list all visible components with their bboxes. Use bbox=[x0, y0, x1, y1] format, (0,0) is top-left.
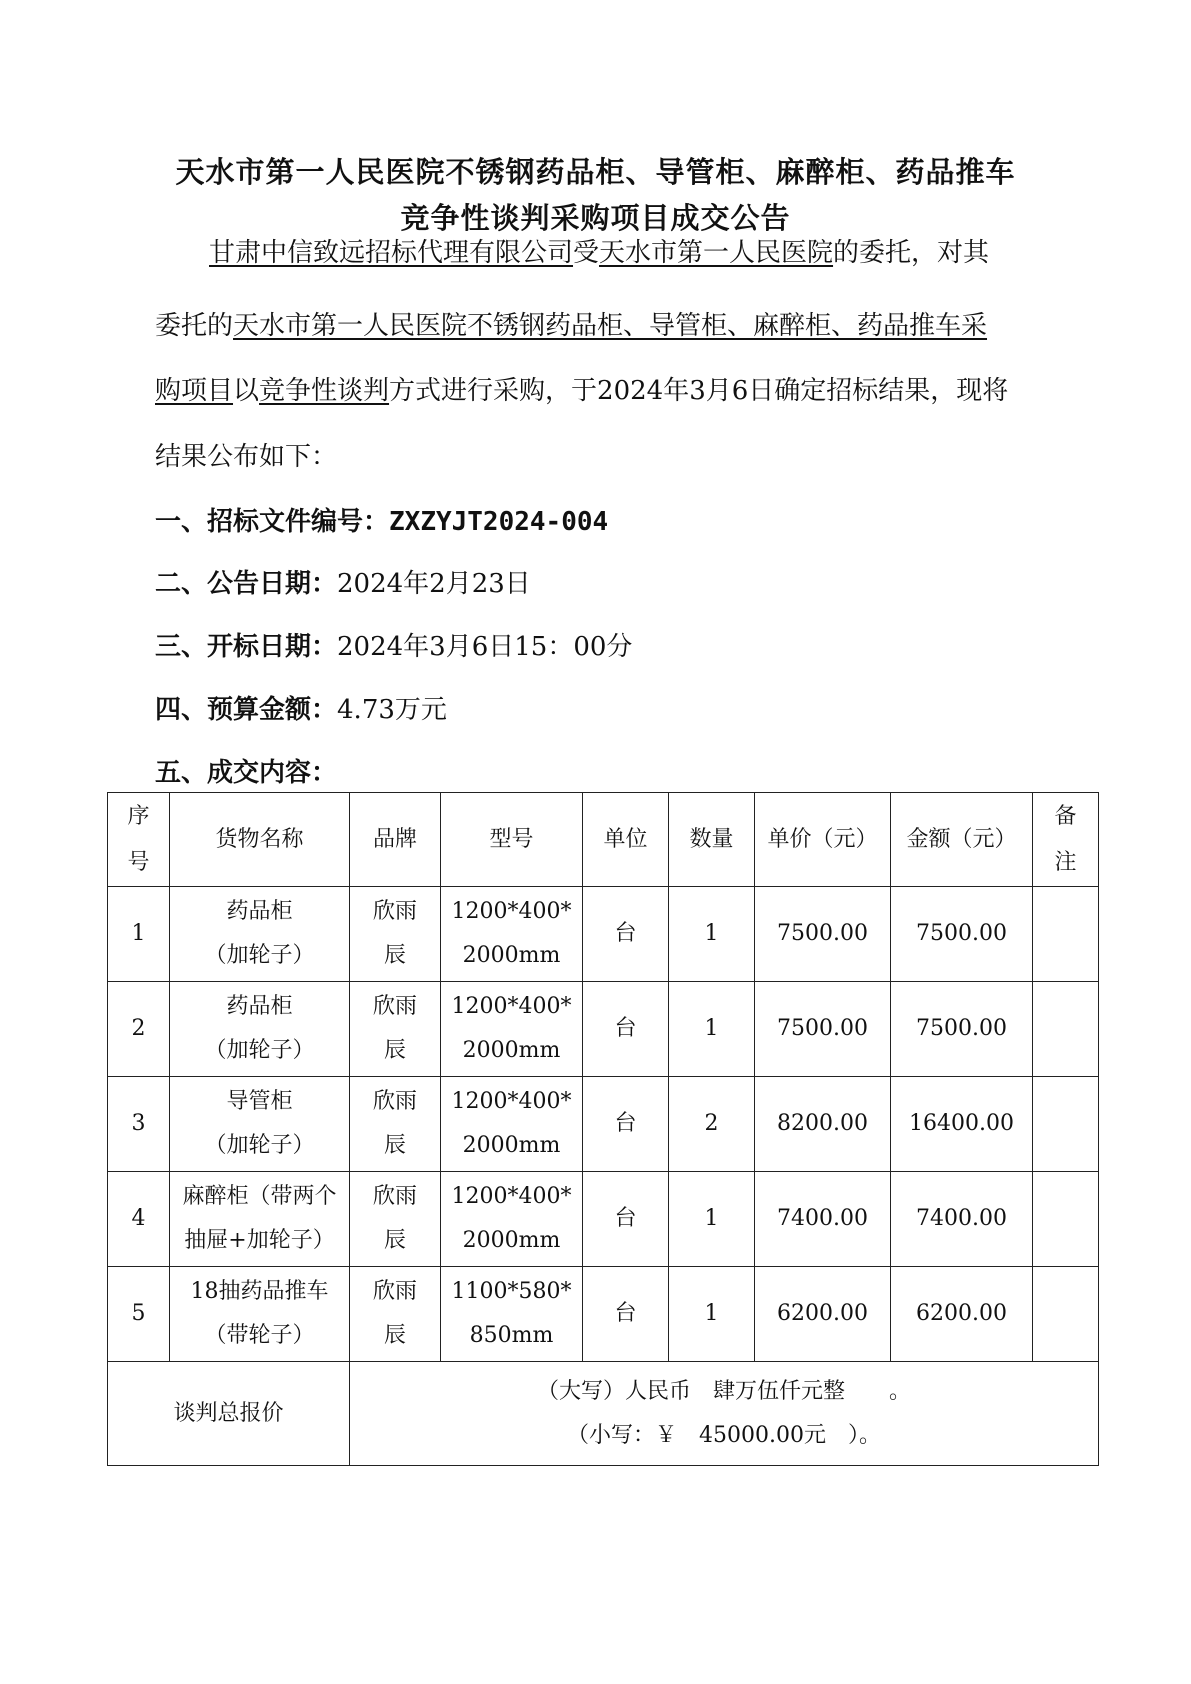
table-header-row bbox=[108, 793, 1099, 887]
table-row bbox=[108, 887, 1099, 982]
client-name: 天水市第一人民医院 bbox=[599, 238, 834, 268]
cell-note bbox=[1033, 887, 1099, 982]
cell-unit: 台 bbox=[583, 1172, 669, 1267]
cell-unit: 台 bbox=[583, 887, 669, 982]
cell-unit: 台 bbox=[583, 1077, 669, 1172]
cell-amount: 6200.00 bbox=[891, 1267, 1033, 1362]
cell-model: 1200*400* 2000mm bbox=[441, 982, 583, 1077]
intro-text: 受 bbox=[573, 238, 600, 268]
intro-text: 结果公布如下： bbox=[155, 442, 338, 472]
section-label: 五、成交内容： bbox=[155, 758, 338, 788]
cell-brand: 欣雨 辰 bbox=[350, 982, 441, 1077]
cell-seq: 5 bbox=[108, 1267, 170, 1362]
cell-name: 药品柜 （加轮子） bbox=[170, 887, 350, 982]
cell-qty: 1 bbox=[669, 887, 755, 982]
intro-text: 的委托，对其 bbox=[833, 238, 990, 268]
agency-name: 甘肃中信致远招标代理有限公司 bbox=[209, 238, 574, 268]
cell-seq: 2 bbox=[108, 982, 170, 1077]
section-value: 2024年2月23日 bbox=[337, 569, 531, 599]
intro-line-2 bbox=[155, 305, 987, 342]
cell-price: 7500.00 bbox=[755, 982, 891, 1077]
header-name: 货物名称 bbox=[170, 793, 350, 887]
deal-table bbox=[107, 792, 1099, 1466]
cell-price: 7500.00 bbox=[755, 887, 891, 982]
total-upper: （大写）人民币 肆万伍仟元整 。 bbox=[536, 1378, 911, 1404]
cell-qty: 1 bbox=[669, 1172, 755, 1267]
cell-qty: 2 bbox=[669, 1077, 755, 1172]
section-label: 三、开标日期： bbox=[155, 632, 338, 662]
intro-text: 委托的 bbox=[155, 311, 234, 341]
section-value: ZXZYJT2024-004 bbox=[389, 507, 609, 537]
total-value bbox=[350, 1362, 1099, 1466]
section-announce-date bbox=[155, 563, 531, 600]
title-line-2: 竞争性谈判采购项目成交公告 bbox=[400, 201, 791, 235]
header-model: 型号 bbox=[441, 793, 583, 887]
section-value: 4.73万元 bbox=[337, 695, 447, 725]
cell-note bbox=[1033, 1267, 1099, 1362]
cell-seq: 1 bbox=[108, 887, 170, 982]
cell-brand: 欣雨 辰 bbox=[350, 1267, 441, 1362]
table-row bbox=[108, 1172, 1099, 1267]
cell-qty: 1 bbox=[669, 982, 755, 1077]
cell-unit: 台 bbox=[583, 1267, 669, 1362]
project-name-cont: 购项目 bbox=[155, 376, 234, 406]
section-budget bbox=[155, 689, 447, 726]
section-open-date bbox=[155, 626, 632, 663]
project-name: 天水市第一人民医院不锈钢药品柜、导管柜、麻醉柜、药品推车采 bbox=[233, 311, 988, 341]
table-row bbox=[108, 1267, 1099, 1362]
cell-note bbox=[1033, 982, 1099, 1077]
total-lower: （小写：￥ 45000.00元 ）。 bbox=[567, 1422, 881, 1448]
total-label: 谈判总报价 bbox=[108, 1362, 350, 1466]
cell-amount: 16400.00 bbox=[891, 1077, 1033, 1172]
cell-model: 1100*580* 850mm bbox=[441, 1267, 583, 1362]
section-label: 四、预算金额： bbox=[155, 695, 338, 725]
cell-name: 麻醉柜（带两个 抽屉+加轮子） bbox=[170, 1172, 350, 1267]
intro-line-1 bbox=[209, 232, 989, 269]
cell-price: 6200.00 bbox=[755, 1267, 891, 1362]
cell-brand: 欣雨 辰 bbox=[350, 1172, 441, 1267]
section-value: 2024年3月6日15：00分 bbox=[337, 632, 633, 662]
title-line-1: 天水市第一人民医院不锈钢药品柜、导管柜、麻醉柜、药品推车 bbox=[175, 155, 1016, 189]
section-label: 二、公告日期： bbox=[155, 569, 338, 599]
table-total-row bbox=[108, 1362, 1099, 1466]
cell-brand: 欣雨 辰 bbox=[350, 887, 441, 982]
intro-line-4 bbox=[155, 436, 337, 473]
cell-unit: 台 bbox=[583, 982, 669, 1077]
header-price: 单价（元） bbox=[755, 793, 891, 887]
cell-note bbox=[1033, 1077, 1099, 1172]
header-seq: 序 号 bbox=[108, 793, 170, 887]
cell-qty: 1 bbox=[669, 1267, 755, 1362]
header-unit: 单位 bbox=[583, 793, 669, 887]
intro-line-3 bbox=[155, 370, 1008, 407]
cell-price: 8200.00 bbox=[755, 1077, 891, 1172]
intro-text: 方式进行采购，于2024年3月6日确定招标结果，现将 bbox=[389, 376, 1009, 406]
header-amount: 金额（元） bbox=[891, 793, 1033, 887]
header-note: 备 注 bbox=[1033, 793, 1099, 887]
table-row bbox=[108, 982, 1099, 1077]
section-file-number bbox=[155, 501, 608, 538]
cell-price: 7400.00 bbox=[755, 1172, 891, 1267]
cell-model: 1200*400* 2000mm bbox=[441, 887, 583, 982]
header-qty: 数量 bbox=[669, 793, 755, 887]
table-row bbox=[108, 1077, 1099, 1172]
cell-name: 药品柜 （加轮子） bbox=[170, 982, 350, 1077]
header-brand: 品牌 bbox=[350, 793, 441, 887]
procurement-method: 竞争性谈判 bbox=[259, 376, 390, 406]
cell-note bbox=[1033, 1172, 1099, 1267]
cell-seq: 4 bbox=[108, 1172, 170, 1267]
cell-amount: 7500.00 bbox=[891, 887, 1033, 982]
cell-model: 1200*400* 2000mm bbox=[441, 1172, 583, 1267]
cell-brand: 欣雨 辰 bbox=[350, 1077, 441, 1172]
section-deal-content bbox=[155, 752, 337, 789]
intro-text: 以 bbox=[233, 376, 260, 406]
cell-name: 18抽药品推车 （带轮子） bbox=[170, 1267, 350, 1362]
cell-model: 1200*400* 2000mm bbox=[441, 1077, 583, 1172]
section-label: 一、招标文件编号： bbox=[155, 507, 390, 537]
cell-name: 导管柜 （加轮子） bbox=[170, 1077, 350, 1172]
cell-amount: 7500.00 bbox=[891, 982, 1033, 1077]
cell-amount: 7400.00 bbox=[891, 1172, 1033, 1267]
cell-seq: 3 bbox=[108, 1077, 170, 1172]
